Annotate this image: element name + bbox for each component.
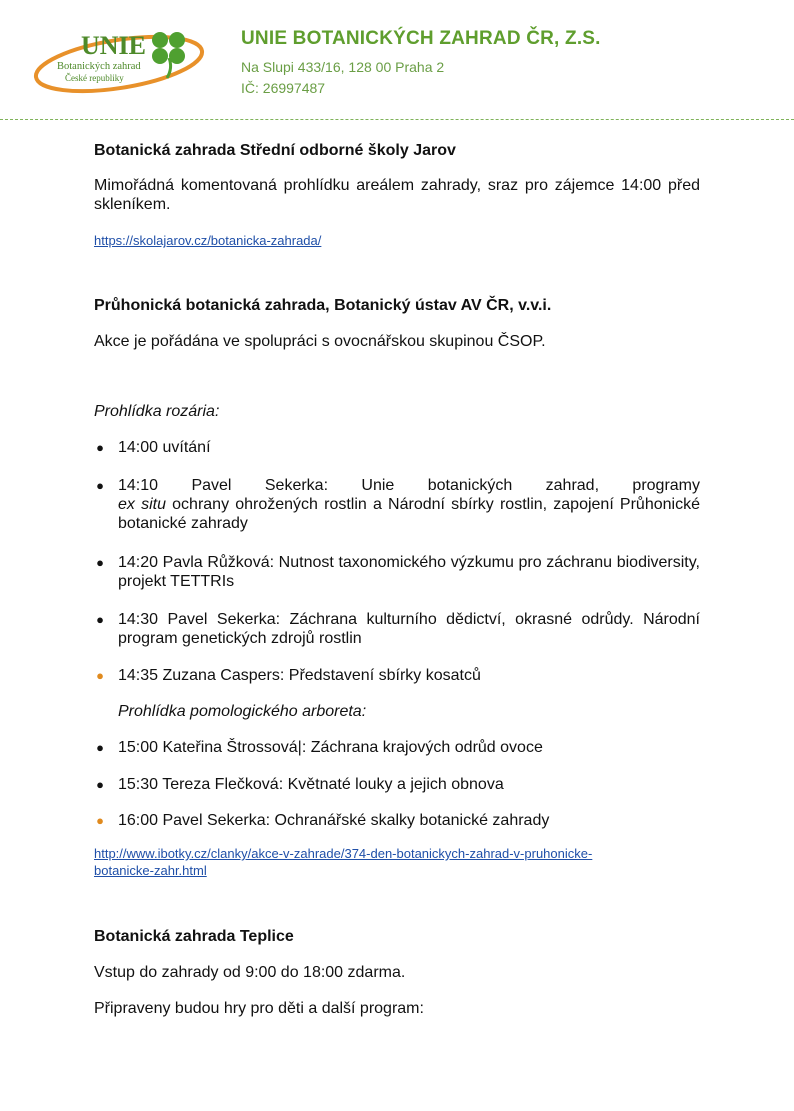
list-item: ● 14:20 Pavla Růžková: Nutnost taxonomického výzkumu pro záchranu biodiversity, projekt TETTRIs [118, 553, 700, 591]
letterhead [0, 0, 794, 125]
bullet-dot-icon: ● [96, 555, 104, 570]
arboretum-heading: Prohlídka pomologického arboreta: [118, 703, 367, 720]
section-title-jarov: Botanická zahrada Střední odborné školy Jarov [94, 142, 456, 159]
bullet-dot-icon: ● [96, 777, 104, 792]
rosarium-heading: Prohlídka rozária: [94, 403, 220, 420]
bullet-dot-icon: ● [96, 612, 104, 627]
clover-logo-icon [33, 22, 207, 102]
link-pruhonice-line2[interactable]: botanicke-zahr.html [94, 863, 207, 878]
link-pruhonice-line1[interactable]: http://www.ibotky.cz/clanky/akce-v-zahrade/374-den-botanickych-zahrad-v-pruhonicke- [94, 846, 593, 861]
logo-line2-text: České republiky [65, 73, 124, 83]
org-name: UNIE BOTANICKÝCH ZAHRAD ČR, Z.S. [241, 28, 601, 49]
section-text-teplice-2: Připraveny budou hry pro děti a další program: [94, 1000, 424, 1017]
section-title-pruhonice: Průhonická botanická zahrada, Botanický ústav AV ČR, v.v.i. [94, 297, 552, 314]
bullet-dot-icon: ● [96, 478, 104, 493]
bullet-dot-icon: ● [96, 813, 104, 828]
list-item: ● 14:35 Zuzana Caspers: Představení sbírky kosatců [118, 666, 700, 685]
logo-unie-text: UNIE [81, 31, 147, 60]
list-item: ● 15:00 Kateřina Štrossová|: Záchrana krajových odrůd ovoce [118, 738, 700, 757]
bullet-dot-icon: ● [96, 668, 104, 683]
section-text-jarov: Mimořádná komentovaná prohlídku areálem zahrady, sraz pro zájemce 14:00 před skleníkem. [94, 177, 700, 213]
bullet-dot-icon: ● [96, 440, 104, 455]
bullet-dot-icon: ● [96, 740, 104, 755]
list-item: ● 14:30 Pavel Sekerka: Záchrana kulturního dědictví, okrasné odrůdy. Národní program genetických zdrojů rostlin [118, 610, 700, 648]
section-text-pruhonice: Akce je pořádána ve spolupráci s ovocnářskou skupinou ČSOP. [94, 333, 546, 350]
section-title-teplice: Botanická zahrada Teplice [94, 928, 294, 945]
logo-line1-text: Botanických zahrad [57, 61, 141, 72]
link-jarov[interactable]: https://skolajarov.cz/botanicka-zahrada/ [94, 233, 322, 248]
org-address: Na Slupi 433/16, 128 00 Praha 2 [241, 59, 445, 75]
list-item: ● 16:00 Pavel Sekerka: Ochranářské skalky botanické zahrady [118, 811, 700, 830]
list-item: ● 15:30 Tereza Flečková: Květnaté louky a jejich obnova [118, 775, 700, 794]
ex-situ-text: ex situ [118, 496, 166, 513]
org-ic: IČ: 26997487 [241, 80, 326, 96]
section-text-teplice-1: Vstup do zahrady od 9:00 do 18:00 zdarma. [94, 964, 406, 981]
list-item: ● 14:00 uvítání [118, 438, 700, 457]
header-divider [0, 119, 794, 120]
list-item: ● 14:10 Pavel Sekerka: Unie botanických zahrad, programy ex situ ochrany ohrožených rostlin a Národní sbírky rostlin, zapojení Průhonické botanické zahrady [118, 476, 700, 533]
